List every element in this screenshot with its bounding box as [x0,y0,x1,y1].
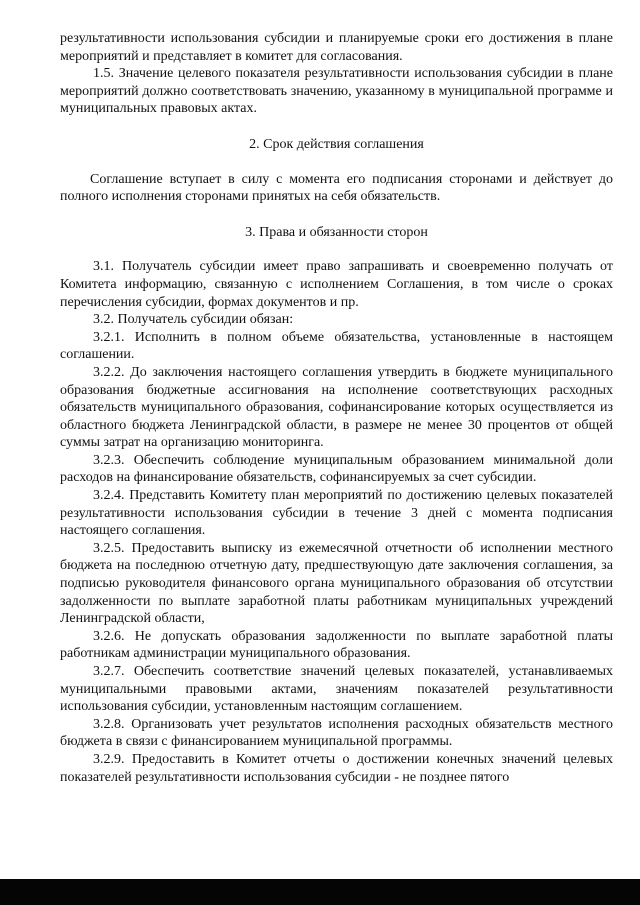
paragraph-3-2-9: 3.2.9. Предоставить в Комитет отчеты о достижении конечных значений целевых показателей результативности использования субсидии - не позднее пятого [60,751,613,785]
paragraph-3-2-1: 3.2.1. Исполнить в полном объеме обязательства, установленные в настоящем соглашении. [60,329,613,363]
paragraph-3-2-3: 3.2.3. Обеспечить соблюдение муниципальным образованием минимальной доли расходов на финансирование обязательств, софинансируемых за счет субсидии. [60,452,613,486]
document-body [60,30,613,786]
paragraph-3-2-6: 3.2.6. Не допускать образования задолженности по выплате заработной платы работникам администрации муниципального образования. [60,628,613,662]
paragraph-1-5: 1.5. Значение целевого показателя результативности использования субсидии в плане мероприятий должно соответствовать значению, указанному в муниципальной программе и муниципальных правовых актах. [60,66,613,117]
paragraph-continuation: результативности использования субсидии и планируемые сроки его достижения в плане мероприятий и представляет в комитет для согласования. [60,31,613,64]
paragraph-3-2-8: 3.2.8. Организовать учет результатов исполнения расходных обязательств местного бюджета в связи с финансированием муниципальной программы. [60,716,613,750]
scan-bottom-border [0,879,640,905]
paragraph-3-2-5: 3.2.5. Предоставить выписку из ежемесячной отчетности об исполнении местного бюджета на последнюю отчетную дату, предшествующую дате заключения соглашения, за подписью руководителя финансового органа муниципального образования об отсутствии задолженности по выплате заработной платы работникам муниципальных учреждений Ленинградской области, [60,540,613,627]
paragraph-3-2: 3.2. Получатель субсидии обязан: [93,312,294,328]
section-heading-3: 3. Права и обязанности сторон [245,224,428,240]
paragraph-3-2-7: 3.2.7. Обеспечить соответствие значений целевых показателей, устанавливаемых муниципальными правовыми актами, значениям показателей результативности использования субсидии, установленным настоящим соглашением. [60,664,613,715]
section-heading-2: 2. Срок действия соглашения [249,136,424,152]
paragraph-3-2-2: 3.2.2. До заключения настоящего соглашения утвердить в бюджете муниципального образования бюджетные ассигнования на исполнение соответствующих расходных обязательств муниципального образования, софинансирование которых осуществляется из областного бюджета Ленинградской области, в размере не менее 30 процентов от общей суммы затрат на организацию мониторинга. [60,364,613,451]
paragraph-3-1: 3.1. Получатель субсидии имеет право запрашивать и своевременно получать от Комитета информацию, связанную с исполнением Соглашения, в том числе о сроках перечисления субсидии, формах документов и пр. [60,259,613,310]
paragraph-3-2-4: 3.2.4. Представить Комитету план мероприятий по достижению целевых показателей результативности использования субсидии в течение 3 дней с момента подписания настоящего соглашения. [60,488,613,539]
paragraph-2: Соглашение вступает в силу с момента его подписания сторонами и действует до полного исполнения сторонами принятых на себя обязательств. [60,171,613,205]
